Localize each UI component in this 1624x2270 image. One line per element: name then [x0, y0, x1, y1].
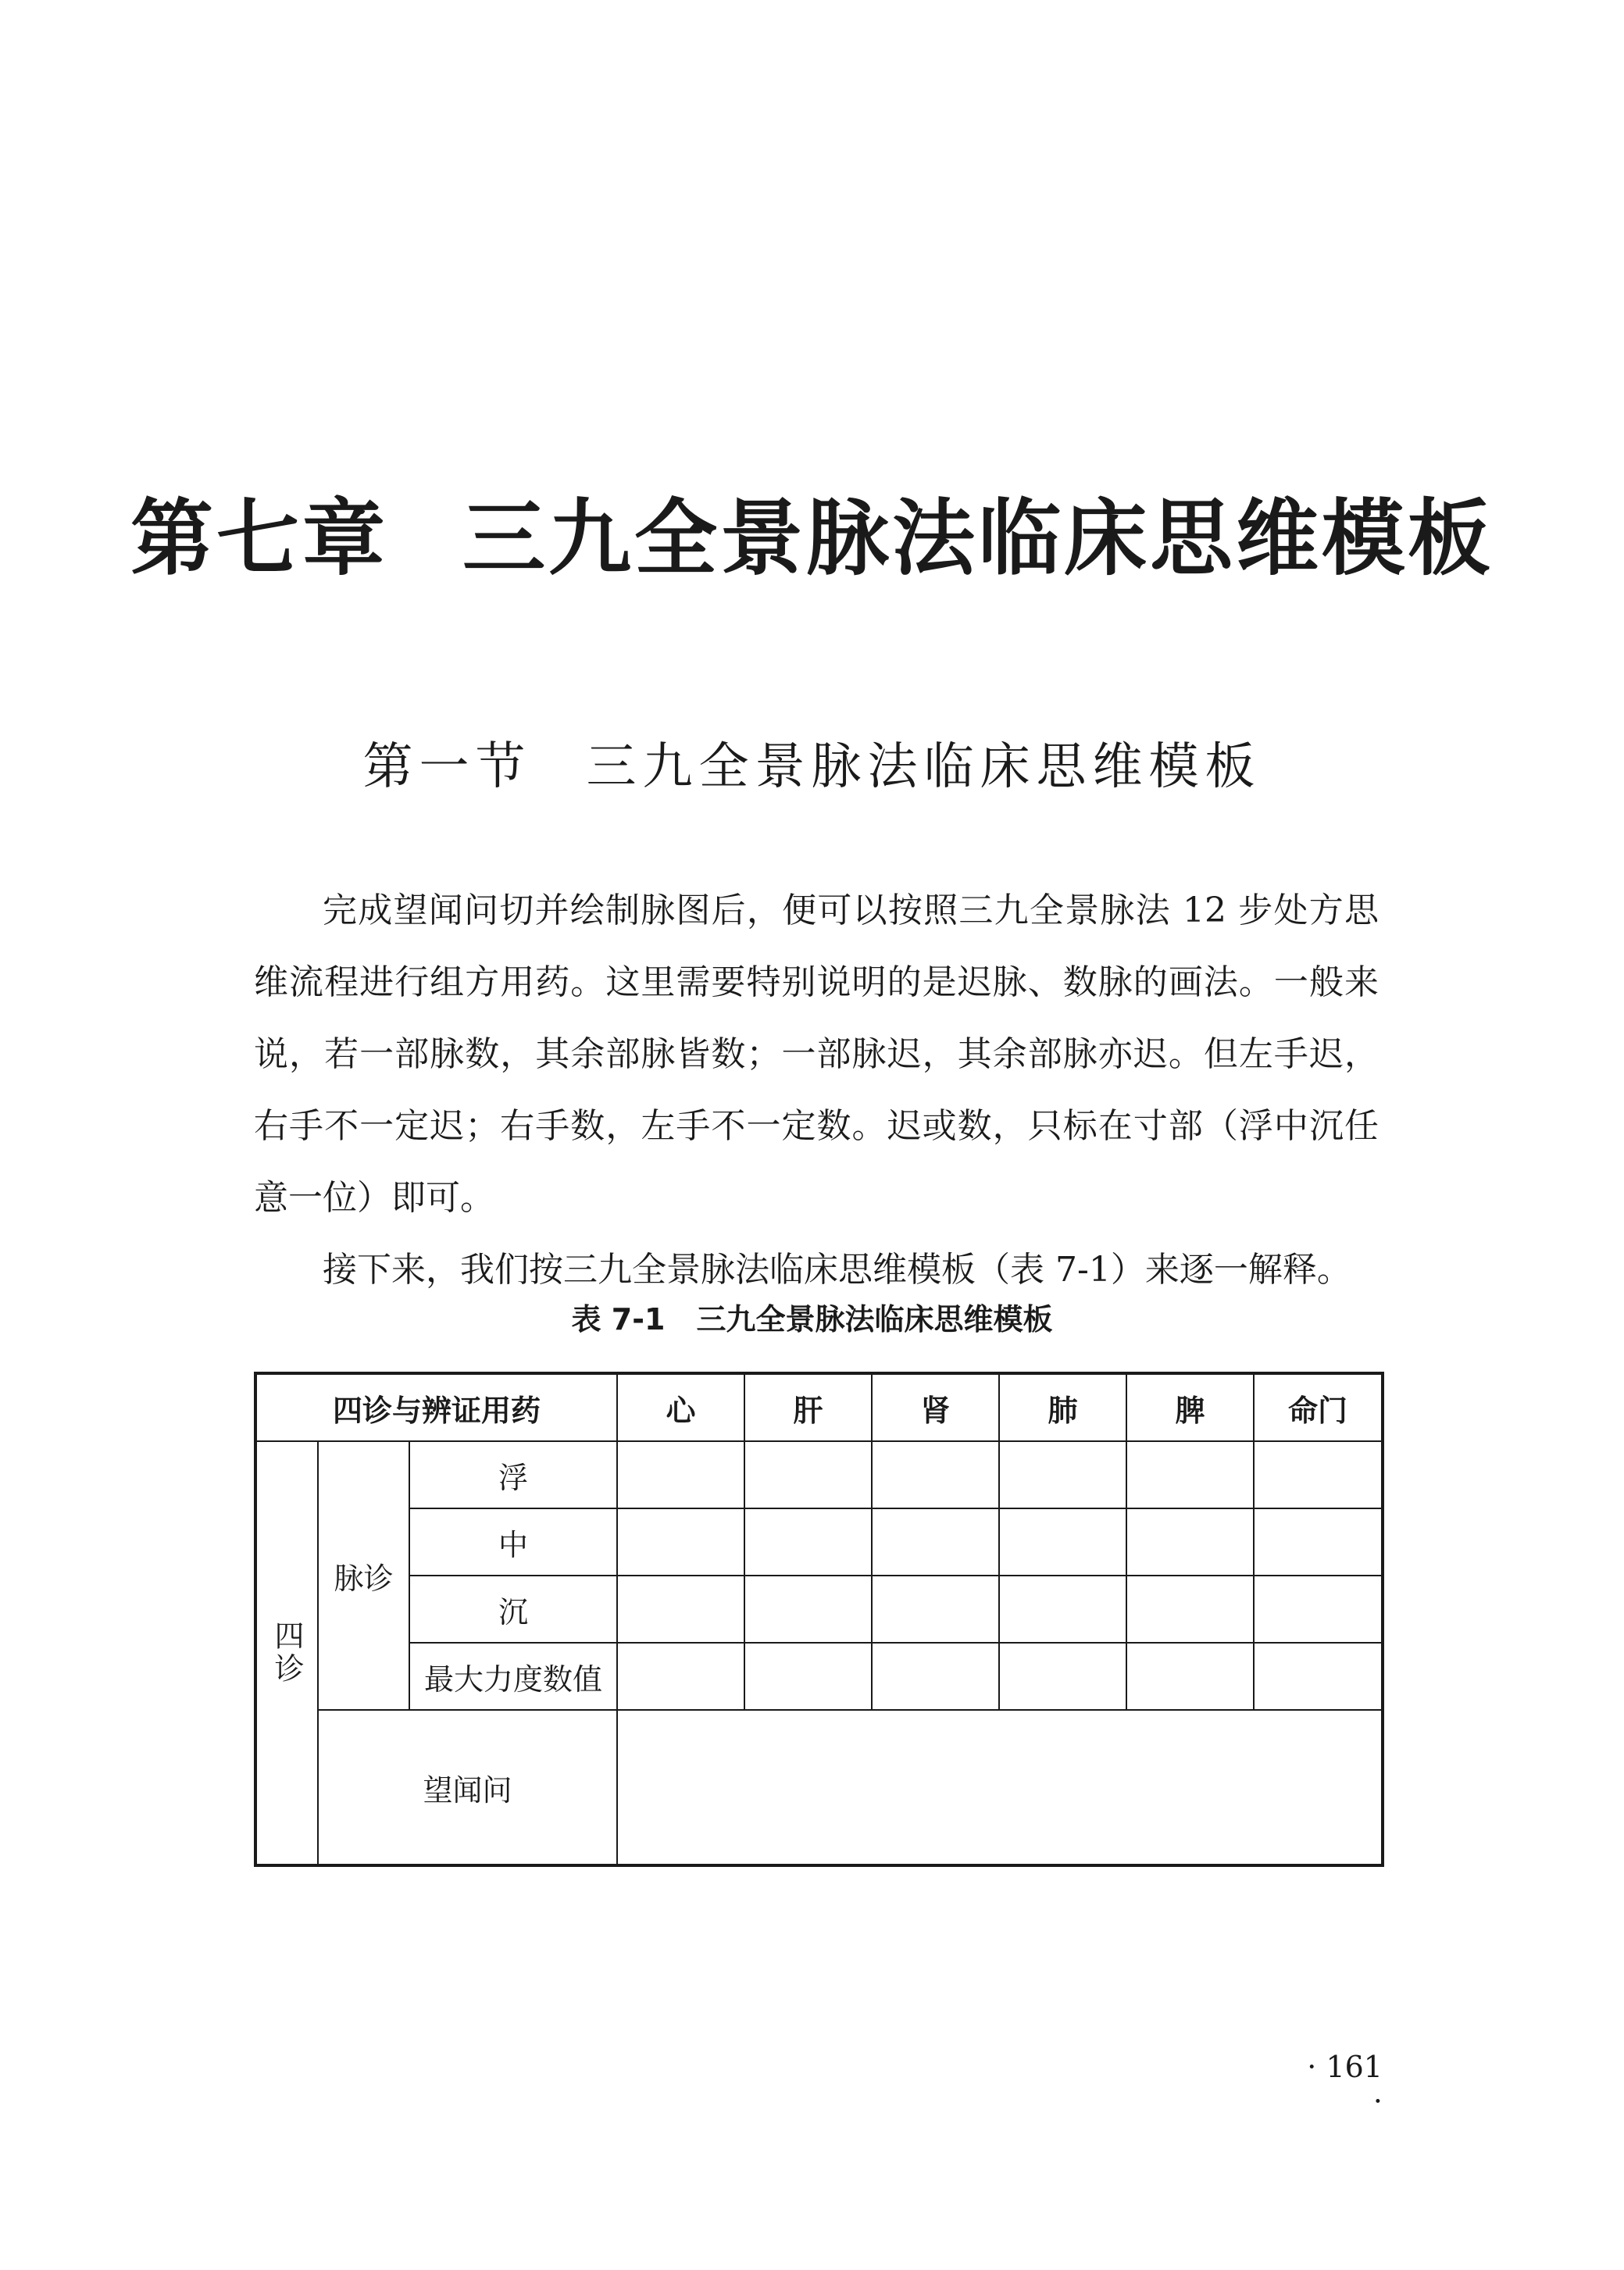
- table-row: [255, 1710, 1383, 1865]
- column-header: 心: [617, 1373, 744, 1441]
- header-label: 四诊与辨证用药: [255, 1373, 617, 1441]
- body-text: [254, 875, 1379, 1306]
- table-cell: [1126, 1441, 1254, 1508]
- table-row: [255, 1643, 1383, 1710]
- table-cell: [617, 1643, 744, 1710]
- table-cell: [999, 1643, 1126, 1710]
- table-cell: [872, 1508, 999, 1576]
- paragraph: 完成望闻问切并绘制脉图后，便可以按照三九全景脉法 12 步处方思维流程进行组方用药。这里需要特别说明的是迟脉、数脉的画法。一般来说，若一部脉数，其余部脉皆数；一部脉迟，其余部脉亦迟。但左手迟，右手不一定迟；右手数，左手不一定数。迟或数，只标在寸部（浮中沉任意一位）即可。: [254, 891, 1379, 1218]
- table-cell: [1254, 1643, 1383, 1710]
- group-cell: [255, 1441, 318, 1865]
- table-row: [255, 1576, 1383, 1643]
- table-caption: [0, 1295, 1624, 1338]
- table-cell: [744, 1576, 872, 1643]
- group-label: 四诊: [269, 1620, 304, 1686]
- column-header: 肝: [744, 1373, 872, 1441]
- wang-wen-wen-label: 望闻问: [318, 1710, 617, 1865]
- table-cell: [872, 1576, 999, 1643]
- section-title: [0, 726, 1624, 798]
- table-cell: [999, 1441, 1126, 1508]
- row-label: 中: [409, 1508, 617, 1576]
- table-row: [255, 1508, 1383, 1576]
- table-cell: [744, 1508, 872, 1576]
- section-name: 三九全景脉法临床思维模板: [586, 738, 1262, 796]
- chapter-number: 第七章: [130, 491, 388, 587]
- row-label: 最大力度数值: [409, 1643, 617, 1710]
- table-cell: [1126, 1576, 1254, 1643]
- chapter-name: 三九全景脉法临床思维模板: [462, 491, 1494, 587]
- page-number: · 161 ·: [1307, 2050, 1383, 2118]
- chapter-title: [0, 473, 1624, 591]
- table-title: 三九全景脉法临床思维模板: [696, 1302, 1053, 1337]
- section-number: 第一节: [362, 738, 532, 796]
- table-cell: [999, 1508, 1126, 1576]
- table-cell: [744, 1441, 872, 1508]
- column-header: 肺: [999, 1373, 1126, 1441]
- pulse-diagnosis-label: 脉诊: [318, 1441, 409, 1710]
- column-header: 脾: [1126, 1373, 1254, 1441]
- table-cell: [617, 1508, 744, 1576]
- column-header: 肾: [872, 1373, 999, 1441]
- table-cell: [999, 1576, 1126, 1643]
- table-cell: [872, 1643, 999, 1710]
- table-number: 表 7-1: [571, 1302, 666, 1337]
- table-cell: [1254, 1576, 1383, 1643]
- table-cell: [617, 1441, 744, 1508]
- table-cell: [1126, 1508, 1254, 1576]
- row-label: 浮: [409, 1441, 617, 1508]
- table-header-row: [255, 1373, 1383, 1441]
- table-cell: [744, 1643, 872, 1710]
- column-header: 命门: [1254, 1373, 1383, 1441]
- table-cell: [1254, 1508, 1383, 1576]
- table-cell: [1126, 1643, 1254, 1710]
- wang-wen-wen-cell: [617, 1710, 1383, 1865]
- paragraph: 接下来，我们按三九全景脉法临床思维模板（表 7-1）来逐一解释。: [323, 1250, 1351, 1290]
- table-cell: [1254, 1441, 1383, 1508]
- table-row: [255, 1441, 1383, 1508]
- table-cell: [617, 1576, 744, 1643]
- row-label: 沉: [409, 1576, 617, 1643]
- clinical-template-table: [254, 1372, 1384, 1867]
- table-cell: [872, 1441, 999, 1508]
